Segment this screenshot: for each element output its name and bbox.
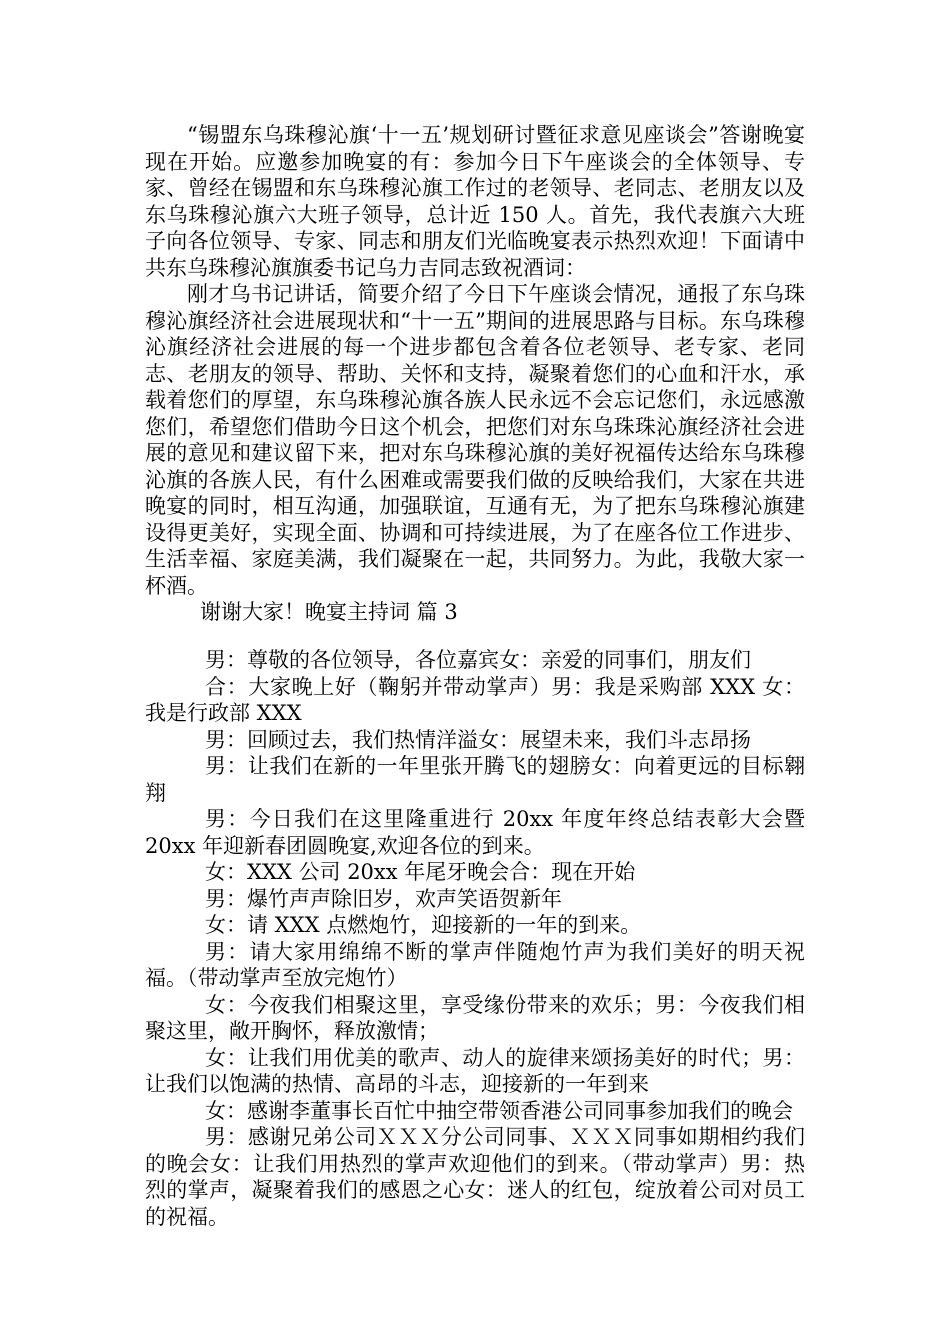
script-line: 女：请 XXX 点燃炮竹，迎接新的一年的到来。 (205, 913, 642, 937)
script-line: 女：让我们用优美的歌声、动人的旋律来颂扬美好的时代；男：让我们以饱满的热情、高昂的斗志，迎接新的一年到来 (145, 1045, 805, 1096)
script-line: 女：今夜我们相聚这里，享受缘份带来的欢乐；男：今夜我们相聚这里，敞开胸怀，释放激情； (145, 992, 805, 1043)
paragraph-banquet-opening: “锡盟东乌珠穆沁旗‘十一五’规划研讨暨征求意见座谈会”答谢晚宴现在开始。应邀参加晚宴的有：参加今日下午座谈会的全体领导、专家、曾经在锡盟和东乌珠穆沁旗工作过的老领导、老同志、老朋友以及东乌珠穆沁旗六大班子领导，总计近 150 人。首先，我代表旗六大班子向各位领导、专家、同志和朋友们光临晚宴表示热烈欢迎！下面请中共东乌珠穆沁旗旗委书记乌力吉同志致祝酒词： (145, 123, 805, 280)
script-line: 女：XXX 公司 20xx 年尾牙晚会合：现在开始 (205, 860, 636, 884)
script-line: 男：感谢兄弟公司ＸＸＸ分公司同事、ＸＸＸ同事如期相约我们的晚会女：让我们用热烈的掌声欢迎他们的到来。（带动掌声）男：热烈的掌声，凝聚着我们的感恩之心女：迷人的红包，绽放着公司对员工的祝福。 (145, 1125, 805, 1229)
section-heading: 谢谢大家！晚宴主持词 篇 3 (200, 600, 458, 624)
opening-section (145, 122, 805, 626)
script-line: 男：爆竹声声除旧岁，欢声笑语贺新年 (205, 886, 562, 911)
script-line: 男：尊敬的各位领导，各位嘉宾女：亲爱的同事们，朋友们 (205, 648, 751, 672)
script-line: 男：让我们在新的一年里张开腾飞的翅膀女：向着更远的目标翱翔 (145, 754, 805, 805)
script-line: 男：今日我们在这里隆重进行 20xx 年度年终总结表彰大会暨 20xx 年迎新春团圆晚宴,欢迎各位的到来。 (145, 807, 805, 858)
script-line: 男：请大家用绵绵不断的掌声伴随炮竹声为我们美好的明天祝福。（带动掌声至放完炮竹） (145, 939, 805, 990)
script-line: 男：回顾过去，我们热情洋溢女：展望未来，我们斗志昂扬 (205, 727, 751, 752)
host-script-section (145, 647, 805, 1230)
paragraph-toast-speech: 刚才乌书记讲话，简要介绍了今日下午座谈会情况，通报了东乌珠穆沁旗经济社会进展现状和“十一五”期间的进展思路与目标。东乌珠穆沁旗经济社会进展的每一个进步都包含着各位老领导、老专家、老同志、老朋友的领导、帮助、关怀和支持，凝聚着您们的心血和汗水，承载着您们的厚望，东乌珠穆沁旗各族人民永远不会忘记您们，永远感激您们，希望您们借助今日这个机会，把您们对东乌珠珠沁旗经济社会进展的意见和建议留下来，把对东乌珠穆沁旗的美好祝福传达给东乌珠穆沁旗的各族人民，有什么困难或需要我们做的反映给我们，大家在共进晚宴的同时，相互沟通，加强联谊，互通有无，为了把东乌珠穆沁旗建设得更美好，实现全面、协调和可持续进展，为了在座各位工作进步、生活幸福、家庭美满，我们凝聚在一起，共同努力。为此，我敬大家一杯酒。 (145, 282, 805, 598)
script-line: 女：感谢李董事长百忙中抽空带领香港公司同事参加我们的晚会 (205, 1098, 793, 1123)
script-line: 合：大家晚上好（鞠躬并带动掌声）男：我是采购部 XXX 女：我是行政部 XXX (145, 674, 805, 725)
